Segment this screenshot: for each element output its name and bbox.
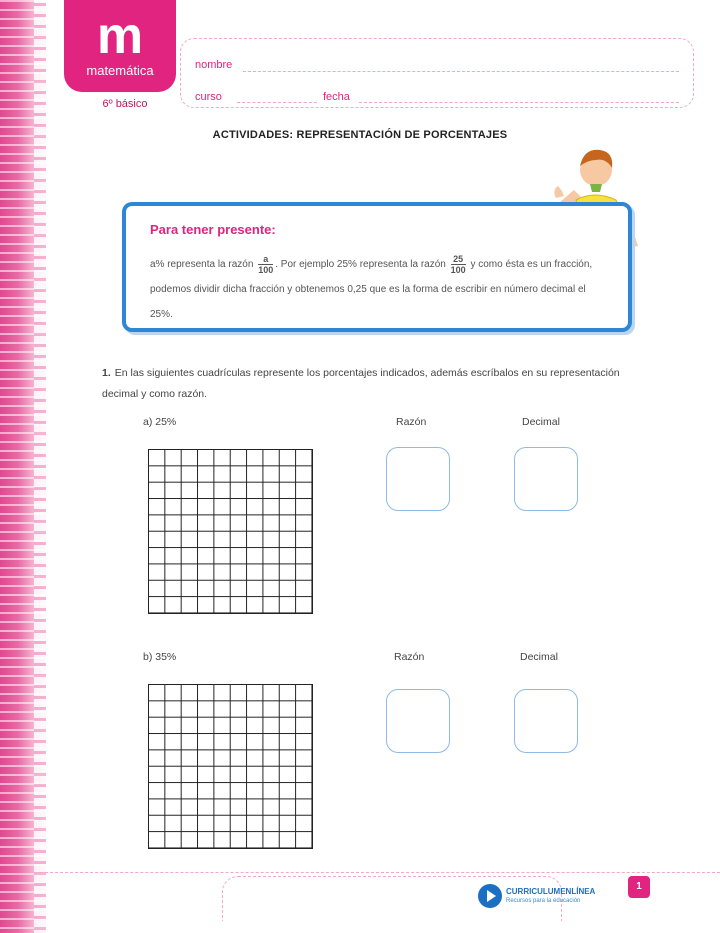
item-a-label: a) 25% xyxy=(143,416,177,428)
name-label: nombre xyxy=(195,59,233,71)
publisher-logo xyxy=(478,882,618,912)
logo-word: matemática xyxy=(86,63,154,78)
tip-text-part-2: . Por ejemplo 25% representa la razón xyxy=(275,259,446,270)
tip-text-part-3: y como ésta es un fracción, podemos dividir dicha fracción y obtenemos 0,25 que es la forma de escribir en número decimal el 25%. xyxy=(150,259,593,320)
logo-letter: m xyxy=(96,7,144,65)
tip-text-part-1: a% representa la razón xyxy=(150,259,254,270)
course-field[interactable] xyxy=(237,102,317,103)
page-title: ACTIVIDADES: REPRESENTACIÓN DE PORCENTAJES xyxy=(212,129,508,141)
question-1 xyxy=(102,363,642,405)
subject-logo xyxy=(64,0,176,92)
decimal-answer-box-a[interactable] xyxy=(514,447,578,511)
fraction-a-denominator: 100 xyxy=(258,264,274,275)
item-b-label: b) 35% xyxy=(143,651,177,663)
tip-box xyxy=(122,202,632,332)
percent-grid-a[interactable] xyxy=(148,449,313,614)
tip-text xyxy=(150,252,610,327)
date-field[interactable] xyxy=(359,102,679,103)
percent-grid-b[interactable] xyxy=(148,684,313,849)
grade-label: 6º básico xyxy=(102,98,148,110)
fraction-b-denominator: 100 xyxy=(450,264,466,275)
tip-heading: Para tener presente: xyxy=(150,222,276,237)
date-label: fecha xyxy=(323,91,350,103)
ratio-answer-box-b[interactable] xyxy=(386,689,450,753)
ratio-header-b: Razón xyxy=(394,651,425,663)
course-label: curso xyxy=(195,91,222,103)
publisher-name: CURRICULUMENLÍNEA xyxy=(506,887,596,896)
ratio-answer-box-a[interactable] xyxy=(386,447,450,511)
question-number: 1. xyxy=(102,367,111,379)
fraction-25-over-100 xyxy=(451,254,466,275)
decimal-header-b: Decimal xyxy=(520,651,558,663)
name-field[interactable] xyxy=(243,71,679,72)
fraction-a-over-100 xyxy=(258,254,273,275)
page-number: 1 xyxy=(628,876,650,898)
student-info-frame xyxy=(180,38,694,108)
fraction-b-numerator: 25 xyxy=(451,254,466,265)
ratio-header-a: Razón xyxy=(396,416,427,428)
fraction-a-numerator: a xyxy=(258,254,273,265)
play-icon xyxy=(478,884,502,908)
publisher-tagline: Recursos para la educación xyxy=(506,898,581,904)
decimal-answer-box-b[interactable] xyxy=(514,689,578,753)
decimal-header-a: Decimal xyxy=(522,416,560,428)
question-text: En las siguientes cuadrículas represente los porcentajes indicados, además escríbalos en su representación decimal y como razón. xyxy=(102,367,620,400)
